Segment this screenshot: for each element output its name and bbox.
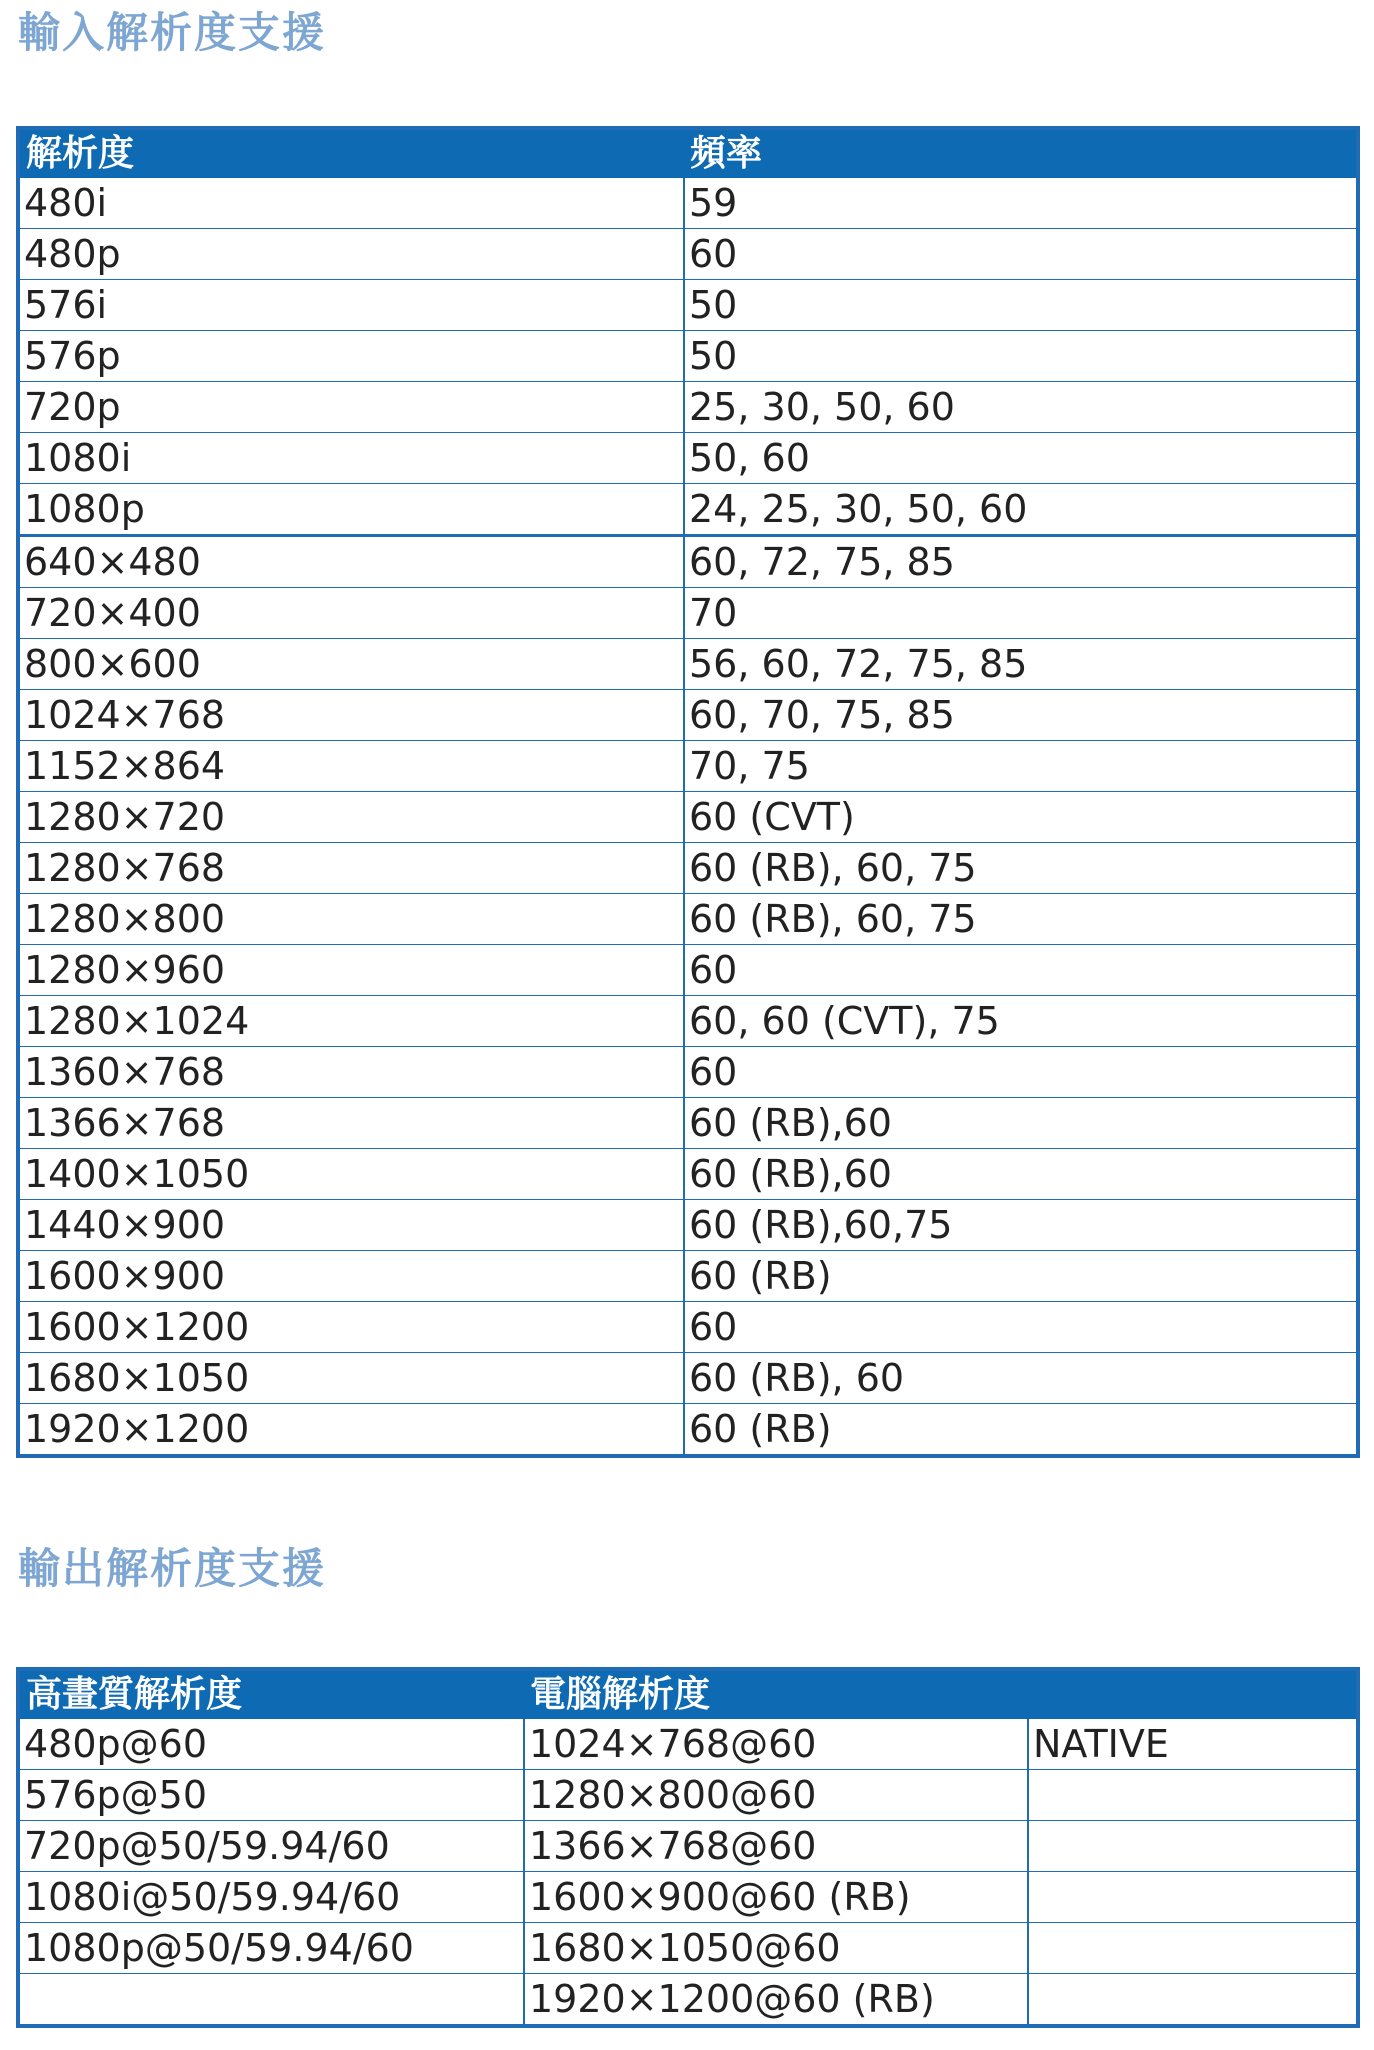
note-cell: NATIVE (1028, 1719, 1358, 1770)
table-row (18, 792, 1358, 843)
note-column-header (1028, 1669, 1358, 1719)
table-row (18, 1872, 1358, 1923)
resolution-cell: 1080p (18, 484, 684, 536)
note-cell (1028, 1974, 1358, 2027)
frequency-cell: 56, 60, 72, 75, 85 (684, 639, 1358, 690)
hd-resolution-cell: 1080i@50/59.94/60 (18, 1872, 524, 1923)
resolution-cell: 1280×800 (18, 894, 684, 945)
frequency-cell: 60 (CVT) (684, 792, 1358, 843)
table-row (18, 331, 1358, 382)
frequency-cell: 60 (684, 229, 1358, 280)
table-row (18, 1770, 1358, 1821)
frequency-cell: 60 (RB) (689, 1407, 832, 1451)
resolution-column-header: 解析度 (18, 128, 684, 178)
output-resolution-title: 輸出解析度支援 (18, 1544, 327, 1593)
table-row (18, 1821, 1358, 1872)
resolution-cell: 1360×768 (18, 1047, 684, 1098)
frequency-cell: 50 (684, 280, 1358, 331)
table-row (18, 229, 1358, 280)
table-row (18, 894, 1358, 945)
frequency-cell: 60 (684, 945, 1358, 996)
hd-resolution-cell (18, 1974, 524, 2027)
table-row (18, 843, 1358, 894)
resolution-cell: 1280×720 (18, 792, 684, 843)
frequency-cell: 70 (684, 588, 1358, 639)
resolution-cell: 480p (18, 229, 684, 280)
table-header-row (18, 1669, 1358, 1719)
frequency-cell: 60 (684, 1047, 1358, 1098)
table-row (18, 1974, 1358, 2027)
frequency-cell: 60, 70, 75, 85 (684, 690, 1358, 741)
frequency-cell: 70, 75 (684, 741, 1358, 792)
table-row (18, 945, 1358, 996)
resolution-cell: 1680×1050 (18, 1353, 684, 1404)
note-cell (1028, 1821, 1358, 1872)
note-cell (1028, 1872, 1358, 1923)
frequency-cell: 24, 25, 30, 50, 60 (684, 484, 1358, 536)
table-row (18, 1098, 1358, 1149)
input-resolution-title: 輸入解析度支援 (18, 8, 327, 57)
table-row (18, 588, 1358, 639)
hd-resolution-column-header: 高畫質解析度 (18, 1669, 524, 1719)
resolution-cell: 1280×1024 (18, 996, 684, 1047)
frequency-cell: 59 (684, 178, 1358, 229)
note-cell (1028, 1770, 1358, 1821)
frequency-cell: 50, 60 (684, 433, 1358, 484)
resolution-cell: 480i (18, 178, 684, 229)
resolution-cell: 1400×1050 (18, 1149, 684, 1200)
resolution-cell: 640×480 (18, 536, 684, 588)
pc-resolution-cell: 1680×1050@60 (524, 1923, 1028, 1974)
frequency-cell: 60 (684, 1302, 1358, 1353)
frequency-cell: 60 (RB),60,75 (684, 1200, 1358, 1251)
table-row (18, 1047, 1358, 1098)
table-row (18, 536, 1358, 588)
resolution-cell: 1440×900 (18, 1200, 684, 1251)
table-row (18, 1149, 1358, 1200)
resolution-cell: 800×600 (18, 639, 684, 690)
resolution-cell: 576i (18, 280, 684, 331)
table-row (18, 1923, 1358, 1974)
resolution-cell: 1600×1200 (18, 1302, 684, 1353)
pc-resolution-cell: 1024×768@60 (524, 1719, 1028, 1770)
frequency-cell: 60, 60 (CVT), 75 (684, 996, 1358, 1047)
frequency-cell: 60 (RB),60 (684, 1149, 1358, 1200)
resolution-cell: 1366×768 (18, 1098, 684, 1149)
pc-resolution-cell: 1366×768@60 (524, 1821, 1028, 1872)
resolution-cell: 1280×960 (18, 945, 684, 996)
table-row (18, 280, 1358, 331)
frequency-cell: 60 (RB), 60, 75 (684, 843, 1358, 894)
note-cell (1028, 1923, 1358, 1974)
frequency-column-header: 頻率 (684, 128, 1358, 178)
hd-resolution-cell: 720p@50/59.94/60 (18, 1821, 524, 1872)
frequency-cell: 60, 72, 75, 85 (684, 536, 1358, 588)
table-row (18, 1404, 1358, 1457)
resolution-cell: 1080i (18, 433, 684, 484)
resolution-cell: 1600×900 (18, 1251, 684, 1302)
resolution-cell: 1152×864 (18, 741, 684, 792)
resolution-cell: 1024×768 (18, 690, 684, 741)
table-row (18, 433, 1358, 484)
table-row (18, 1251, 1358, 1302)
pc-resolution-cell: 1600×900@60 (RB) (524, 1872, 1028, 1923)
table-row (18, 1200, 1358, 1251)
resolution-cell: 720×400 (18, 588, 684, 639)
frequency-cell: 60 (RB), 60, 75 (684, 894, 1358, 945)
table-row (18, 178, 1358, 229)
table-row (18, 1719, 1358, 1770)
resolution-cell: 1280×768 (18, 843, 684, 894)
table-row (18, 639, 1358, 690)
table-header-row (18, 128, 1358, 178)
frequency-cell: 60 (RB) (684, 1251, 1358, 1302)
resolution-cell: 576p (18, 331, 684, 382)
hd-resolution-cell: 1080p@50/59.94/60 (18, 1923, 524, 1974)
table-row (18, 741, 1358, 792)
table-row (18, 484, 1358, 536)
pc-resolution-column-header: 電腦解析度 (524, 1669, 1028, 1719)
table-row (18, 996, 1358, 1047)
table-row (18, 690, 1358, 741)
frequency-cell: 60 (RB),60 (684, 1098, 1358, 1149)
table-row (18, 1353, 1358, 1404)
hd-resolution-cell: 480p@60 (18, 1719, 524, 1770)
hd-resolution-cell: 576p@50 (18, 1770, 524, 1821)
frequency-cell: 50 (684, 331, 1358, 382)
frequency-cell: 60 (RB), 60 (684, 1353, 1358, 1404)
table-row (18, 382, 1358, 433)
table-row (18, 1302, 1358, 1353)
resolution-cell: 1920×1200 (18, 1404, 684, 1457)
pc-resolution-cell: 1920×1200@60 (RB) (524, 1974, 1028, 2027)
input-resolution-table (16, 126, 1360, 1458)
resolution-cell: 720p (18, 382, 684, 433)
frequency-cell: 25, 30, 50, 60 (684, 382, 1358, 433)
output-resolution-table (16, 1667, 1360, 2028)
pc-resolution-cell: 1280×800@60 (524, 1770, 1028, 1821)
